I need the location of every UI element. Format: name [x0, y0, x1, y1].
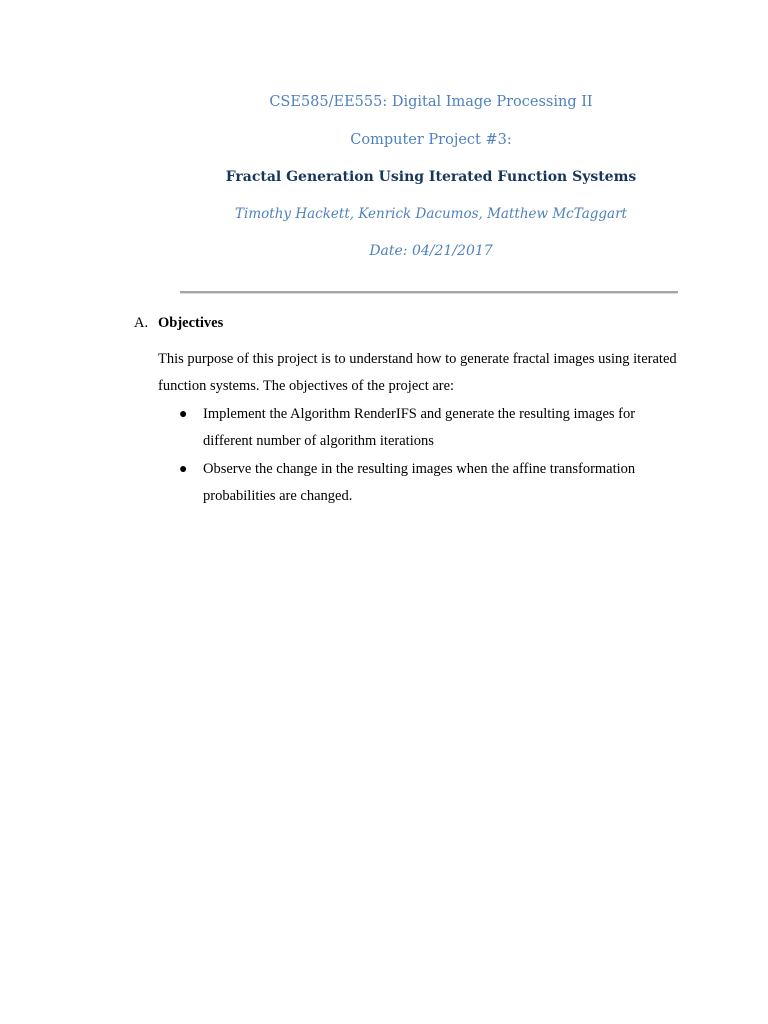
bullet-text: Observe the change in the resulting images when the affine transformation probabilities are changed. [203, 461, 636, 504]
title-divider [180, 291, 678, 294]
authors-line [0, 206, 768, 222]
project-number-text: Computer Project #3: [350, 132, 512, 148]
authors-text: Timothy Hackett, Kenrick Dacumos, Matthew McTaggart [235, 206, 627, 222]
bullet-dot-icon: ● [179, 407, 188, 422]
project-number [0, 132, 768, 148]
list-item [158, 401, 678, 455]
project-title [0, 169, 768, 185]
project-title-text: Fractal Generation Using Iterated Function Systems [225, 169, 637, 185]
bullet-dot-icon: ● [179, 462, 188, 477]
objectives-intro-paragraph: This purpose of this project is to understand how to generate fractal images using iterated function systems. The objectives of the project are: [158, 351, 677, 394]
section-heading-objectives [134, 315, 223, 332]
list-item [158, 456, 678, 510]
date-line [0, 243, 768, 259]
course-title [0, 94, 768, 110]
objectives-bullet-list [158, 401, 678, 511]
bullet-text: Implement the Algorithm RenderIFS and generate the resulting images for different number of algorithm iterations [203, 406, 636, 449]
date-text: Date: 04/21/2017 [369, 243, 493, 259]
course-title-text: CSE585/EE555: Digital Image Processing II [269, 94, 593, 110]
section-title: Objectives [158, 315, 224, 331]
section-letter: A. [134, 315, 149, 331]
